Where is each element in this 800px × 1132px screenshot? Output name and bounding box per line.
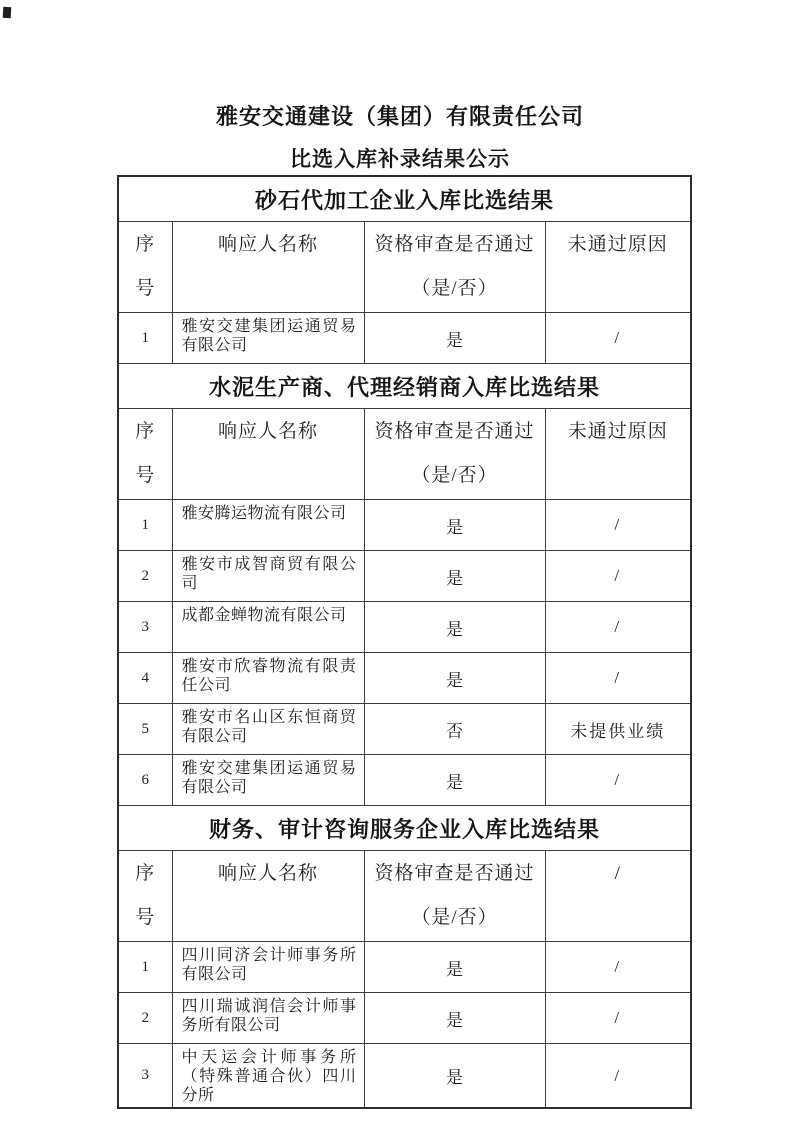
respondent-name-cell: 四川瑞诚润信会计师事务所有限公司 — [172, 993, 364, 1044]
seq-cell: 2 — [118, 551, 172, 602]
column-header-row-0 — [118, 222, 691, 313]
seq-column-header — [118, 851, 172, 942]
fail-reason-cell: / — [545, 993, 691, 1044]
qualification-pass-cell: 是 — [364, 755, 545, 806]
scan-artifact-mark — [3, 7, 12, 18]
table-row — [118, 704, 691, 755]
reason-column-header: 未通过原因 — [545, 409, 691, 500]
seq-cell: 1 — [118, 942, 172, 993]
column-header-row-2 — [118, 851, 691, 942]
respondent-name-cell: 雅安交建集团运通贸易有限公司 — [172, 313, 364, 364]
respondent-name-cell: 雅安市成智商贸有限公司 — [172, 551, 364, 602]
fail-reason-cell: / — [545, 500, 691, 551]
qualification-header-line1: 资格审查是否通过 — [374, 421, 535, 442]
section-title-row-2 — [118, 806, 691, 851]
respondent-name-cell: 雅安腾运物流有限公司 — [172, 500, 364, 551]
seq-header-line1: 序 — [135, 234, 156, 255]
qualification-pass-cell: 是 — [364, 551, 545, 602]
qualification-pass-cell: 否 — [364, 704, 545, 755]
seq-cell: 3 — [118, 602, 172, 653]
qualification-pass-cell: 是 — [364, 1044, 545, 1109]
reason-column-header: 未通过原因 — [545, 222, 691, 313]
qualification-column-header — [364, 222, 545, 313]
seq-header-line2: 号 — [135, 465, 156, 486]
qualification-header-line1: 资格审查是否通过 — [374, 234, 535, 255]
fail-reason-cell: / — [545, 602, 691, 653]
seq-cell: 3 — [118, 1044, 172, 1109]
seq-cell: 2 — [118, 993, 172, 1044]
results-table — [117, 175, 692, 1109]
seq-header-line2: 号 — [135, 278, 156, 299]
fail-reason-cell: / — [545, 653, 691, 704]
name-column-header: 响应人名称 — [172, 409, 364, 500]
qualification-column-header — [364, 409, 545, 500]
table-row — [118, 313, 691, 364]
seq-column-header — [118, 222, 172, 313]
table-row — [118, 551, 691, 602]
table-row — [118, 1044, 691, 1109]
respondent-name-cell: 雅安市名山区东恒商贸有限公司 — [172, 704, 364, 755]
respondent-name-cell: 雅安交建集团运通贸易有限公司 — [172, 755, 364, 806]
qualification-header-line2: （是/否） — [411, 907, 498, 928]
seq-cell: 1 — [118, 313, 172, 364]
qualification-pass-cell: 是 — [364, 602, 545, 653]
qualification-pass-cell: 是 — [364, 993, 545, 1044]
section-title-row-0 — [118, 176, 691, 222]
column-header-row-1 — [118, 409, 691, 500]
fail-reason-cell: / — [545, 551, 691, 602]
page-title: 雅安交通建设（集团）有限责任公司 — [215, 104, 584, 129]
qualification-column-header — [364, 851, 545, 942]
section-title: 砂石代加工企业入库比选结果 — [118, 176, 691, 222]
results-table-body — [118, 176, 691, 1108]
qualification-pass-cell: 是 — [364, 313, 545, 364]
seq-cell: 1 — [118, 500, 172, 551]
respondent-name-cell: 成都金蝉物流有限公司 — [172, 602, 364, 653]
seq-cell: 4 — [118, 653, 172, 704]
seq-cell: 5 — [118, 704, 172, 755]
section-title: 水泥生产商、代理经销商入库比选结果 — [118, 364, 691, 409]
qualification-pass-cell: 是 — [364, 653, 545, 704]
fail-reason-cell: / — [545, 942, 691, 993]
table-row — [118, 602, 691, 653]
name-column-header: 响应人名称 — [172, 851, 364, 942]
section-title-row-1 — [118, 364, 691, 409]
fail-reason-cell: / — [545, 313, 691, 364]
seq-header-line1: 序 — [135, 863, 156, 884]
fail-reason-cell: 未提供业绩 — [545, 704, 691, 755]
seq-cell: 6 — [118, 755, 172, 806]
seq-header-line1: 序 — [135, 421, 156, 442]
section-title: 财务、审计咨询服务企业入库比选结果 — [118, 806, 691, 851]
qualification-header-line1: 资格审查是否通过 — [374, 863, 535, 884]
fail-reason-cell: / — [545, 1044, 691, 1109]
table-row — [118, 653, 691, 704]
reason-column-header: / — [545, 851, 691, 942]
respondent-name-cell: 四川同济会计师事务所有限公司 — [172, 942, 364, 993]
page-subtitle: 比选入库补录结果公示 — [290, 148, 510, 171]
qualification-header-line2: （是/否） — [411, 465, 498, 486]
name-column-header: 响应人名称 — [172, 222, 364, 313]
qualification-header-line2: （是/否） — [411, 278, 498, 299]
qualification-pass-cell: 是 — [364, 942, 545, 993]
seq-column-header — [118, 409, 172, 500]
seq-header-line2: 号 — [135, 907, 156, 928]
table-row — [118, 755, 691, 806]
respondent-name-cell: 雅安市欣睿物流有限责任公司 — [172, 653, 364, 704]
table-row — [118, 993, 691, 1044]
qualification-pass-cell: 是 — [364, 500, 545, 551]
table-row — [118, 942, 691, 993]
table-row — [118, 500, 691, 551]
respondent-name-cell: 中天运会计师事务所（特殊普通合伙）四川分所 — [172, 1044, 364, 1109]
fail-reason-cell: / — [545, 755, 691, 806]
